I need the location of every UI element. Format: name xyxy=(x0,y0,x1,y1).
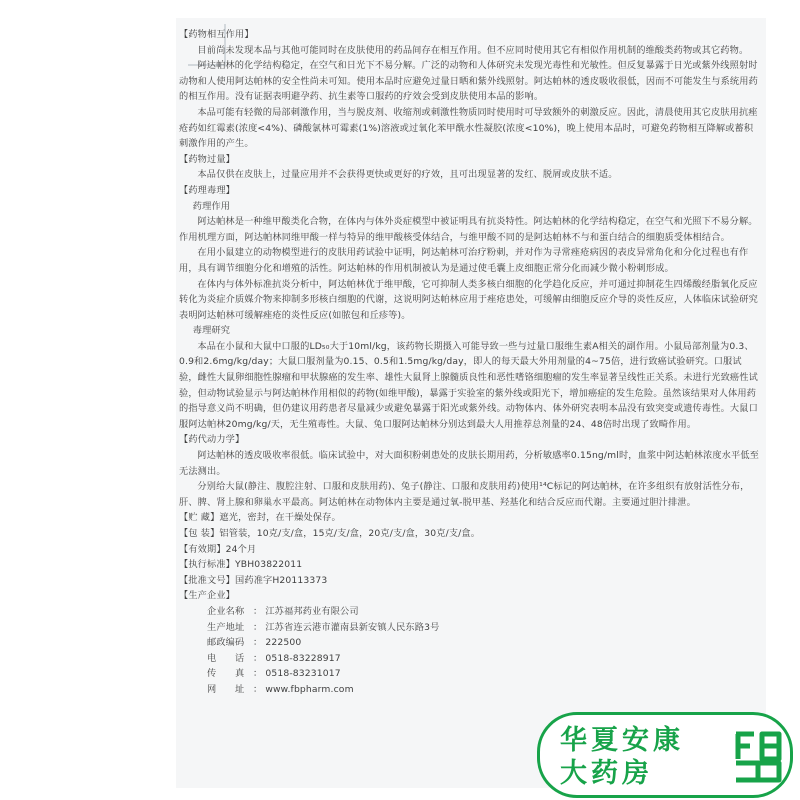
info-value: 222500 xyxy=(265,637,302,649)
section-heading-overdose: 【药物过量】 xyxy=(179,153,236,165)
logo-line-2: 大药房 xyxy=(560,758,653,789)
paragraph: 在体内与体外标准抗炎分析中，阿达帕林优于维甲酸，它可抑制人类多核白细胞的化学趋化反应，并可通过抑制花生四烯酸经脂氧化反应转化为炎症介质媒介物来抑制多形核白细胞的代谢，这说明阿达帕林应用于痤疮患处，可缓解由细胞反应介导的炎性反应，人体临床试验研究表明阿达帕林可缓解痤疮的炎性反应(如脓包和丘疹等)。 xyxy=(179,278,758,321)
validity-row: 【有效期】24个月 xyxy=(179,543,257,555)
packaging-row: 【包 装】铝管装，10克/支/盒，15克/支/盒，20克/支/盒，30克/支/盒。 xyxy=(179,528,481,539)
paragraph: 在用小鼠建立的动物模型进行的皮肤用药试验中证明，阿达帕林可治疗粉刺，并对作为寻常痤疮病因的表皮异常角化和分化过程也有作用，具有调节细胞分化和增殖的活性。阿达帕林的作用机制被认为是通过使毛囊上皮细胞正常分化而减少微小粉刺形成。 xyxy=(179,247,749,274)
standard-row: 【执行标准】YBH03822011 xyxy=(179,559,303,571)
paragraph: 阿达帕林的化学结构稳定，在空气和日光下不易分解。广泛的动物和人体研究未发现光毒性和光敏性。但反复暴露于日光或紫外线照射时动物和人使用阿达帕林的安全性尚未可知。使用本品时应避免过量日晒和紫外线照射。阿达帕林的透皮吸收很低，因而不可能发生与系统用药的相互作用。没有证据表明避孕药、抗生素等口服药的疗效会受到皮肤使用本品的影响。 xyxy=(179,60,758,103)
pharmacy-mark-icon xyxy=(732,729,784,785)
manufacturer-heading: 【生产企业】 xyxy=(179,590,236,602)
info-label: 生产地址 xyxy=(207,621,245,633)
pharmacy-watermark-logo xyxy=(537,712,793,798)
info-label: 传 真 xyxy=(207,668,245,680)
section-heading-pharmacology: 【药理毒理】 xyxy=(179,184,236,196)
subheading-pharmacology: 药理作用 xyxy=(192,200,231,212)
paragraph: 阿达帕林是一种维甲酸类化合物，在体内与体外炎症模型中被证明具有抗炎特性。阿达帕林的化学结构稳定，在空气和光照下不易分解。作用机理方面，阿达帕林同维甲酸一样与特异的维甲酸核受体结合，与维甲酸不同的是阿达帕林不与和蛋白结合的细胞质受体相结合。 xyxy=(179,216,758,243)
package-insert xyxy=(179,27,759,698)
manufacturer-phone-row: 电 话 ： 0518-83228917 xyxy=(179,651,759,667)
subheading-toxicology: 毒理研究 xyxy=(192,325,231,337)
info-label: 网 址 xyxy=(207,683,245,695)
section-heading-interaction: 【药物相互作用】 xyxy=(179,29,254,40)
info-value: 0518-83228917 xyxy=(265,652,341,664)
approval-row: 【批准文号】国药准字H20113373 xyxy=(179,574,328,586)
paragraph: 分别给大鼠(静注、腹腔注射、口服和皮肤用药)、兔子(静注、口服和皮肤用药)使用¹⁴C标记的阿达帕林，在许多组织有放射活性分布，肝、脾、肾上腺和卵巢水平最高。阿达帕林在动物体内主要是通过氧-脱甲基、羟基化和结合反应而代谢。主要通过胆汁排泄。 xyxy=(179,481,750,508)
info-value: 江苏福邦药业有限公司 xyxy=(265,605,359,617)
info-label: 企业名称 xyxy=(207,605,245,617)
manufacturer-postcode-row: 邮政编码 ： 222500 xyxy=(179,635,759,651)
storage-row: 【贮 藏】遮光，密封，在干燥处保存。 xyxy=(179,512,341,524)
info-label: 邮政编码 xyxy=(207,637,245,649)
paragraph: 本品在小鼠和大鼠中口服的LD₅₀大于10ml/kg，该药物长期摄入可能导致一些与过量口服维生素A相关的副作用。小鼠局部剂量为0.3、0.9和2.6mg/kg/day；大鼠口服剂量为0.15、0.5和1.5mg/kg/day，即人的每天最大外用剂量的4~75倍，进行致癌试验研究。口服试验，雌性大鼠卵细胞性腺瘤和甲状腺癌的发生率、雄性大鼠肾上腺髓质良性和恶性嗜铬细胞瘤的发生率显著呈线性正关系。未进行光致癌性试验，但动物试验显示与阿达帕林作用相似的药物(如维甲酸)，暴露于实验室的紫外线或阳光下，增加癌症的发生危险。虽然该结果对人体用药的指导意义尚不明确，但仍建议用药患者尽量减少或避免暴露于阳光或紫外线。动物体内、体外研究表明本品没有致突变或遗传毒性。大鼠口服阿达帕林20mg/kg/天，无生殖毒性。大鼠、兔口服阿达帕林分别达到最大人用推荐总剂量的24、48倍时出现了致畸作用。 xyxy=(179,340,758,430)
manufacturer-fax-row: 传 真 ： 0518-83231017 xyxy=(179,666,759,682)
paragraph: 目前尚未发现本品与其他可能同时在皮肤使用的药品间存在相互作用。但不应同时使用其它有相似作用机制的维酸类药物或其它药物。 xyxy=(197,44,749,56)
section-heading-pharmacokinetics: 【药代动力学】 xyxy=(179,434,245,446)
manufacturer-name-row: 企业名称 ： 江苏福邦药业有限公司 xyxy=(179,604,759,620)
info-value: 0518-83231017 xyxy=(265,668,341,680)
manufacturer-website-row: 网 址 ： www.fbpharm.com xyxy=(179,682,759,698)
logo-text xyxy=(560,724,730,790)
paragraph: 阿达帕林的透皮吸收率很低。临床试验中，对大面积粉刺患处的皮肤长期用药，分析敏感率0.15ng/ml时，血浆中阿达帕林浓度水平低至无法测出。 xyxy=(179,450,760,477)
paragraph: 本品可能有轻微的局部刺激作用，当与脱皮剂、收缩剂或刺激性物质同时使用时可导致额外的刺激反应。因此，清晨使用其它皮肤用抗痤疮药如红霉素(浓度<4%)、磷酸氯林可霉素(1%)溶液或过氧化苯甲酰水性凝胶(浓度<10%)，晚上使用本品时，可避免药物相互降解或蓄积刺激作用的产生。 xyxy=(179,106,758,150)
logo-line-1: 华夏安康 xyxy=(560,725,684,756)
info-value: 江苏省连云港市灌南县新安镇人民东路3号 xyxy=(265,621,440,633)
info-label: 电 话 xyxy=(207,652,245,664)
info-value: www.fbpharm.com xyxy=(265,683,354,695)
paragraph: 本品仅供在皮肤上，过量应用并不会获得更快或更好的疗效，且可出现显著的发红、脱屑或皮肤不适。 xyxy=(197,169,618,181)
manufacturer-address-row: 生产地址 ： 江苏省连云港市灌南县新安镇人民东路3号 xyxy=(179,620,759,636)
